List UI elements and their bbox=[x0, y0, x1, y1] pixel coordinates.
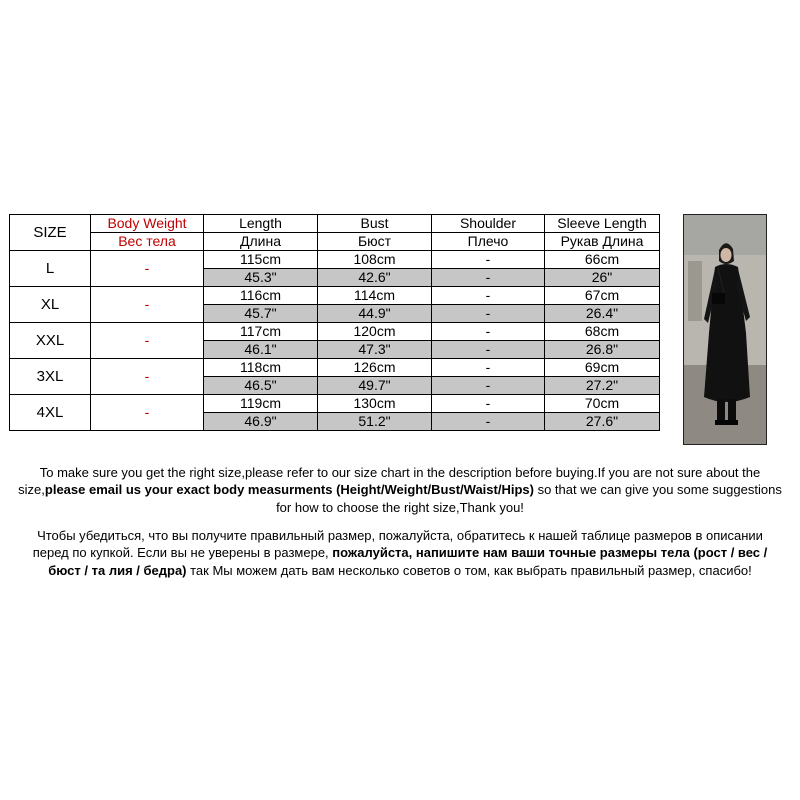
note-en-text-end: so that we can give you some suggestions for how to choose the right size,Thank you! bbox=[276, 482, 782, 515]
size-label: 3XL bbox=[10, 359, 91, 395]
length-inch-value: 46.9" bbox=[204, 413, 318, 431]
header-shoulder: Shoulder bbox=[432, 215, 545, 233]
length-cm-value: 117cm bbox=[204, 323, 318, 341]
bust-inch-value: 44.9" bbox=[318, 305, 432, 323]
bust-inch-value: 49.7" bbox=[318, 377, 432, 395]
bust-inch-value: 42.6" bbox=[318, 269, 432, 287]
header-sleeve-length-ru: Рукав Длина bbox=[545, 233, 660, 251]
note-ru-bold: пожалуйста, напишите нам ваши точные размеры тела (рост / вес / бюст / та лия / бедра) bbox=[48, 545, 768, 578]
size-row-cm bbox=[10, 287, 660, 305]
header-length: Length bbox=[204, 215, 318, 233]
body-weight-value: - bbox=[91, 287, 204, 323]
shoulder-cm-value: - bbox=[432, 287, 545, 305]
header-sleeve-length: Sleeve Length bbox=[545, 215, 660, 233]
note-ru-text: Чтобы убедиться, что вы получите правильный размер, пожалуйста, обратитесь к нашей таблице размеров в описании перед по купкой. Если вы не уверены в размере, bbox=[32, 528, 763, 561]
header-bust: Bust bbox=[318, 215, 432, 233]
bust-inch-value: 47.3" bbox=[318, 341, 432, 359]
note-en-text: To make sure you get the right size,please refer to our size chart in the description before buying.If you are not sure about the size, bbox=[18, 465, 761, 498]
sleeve-length-inch-value: 27.6" bbox=[545, 413, 660, 431]
bust-cm-value: 120cm bbox=[318, 323, 432, 341]
size-row-cm bbox=[10, 251, 660, 269]
sleeve-length-cm-value: 67cm bbox=[545, 287, 660, 305]
sleeve-length-inch-value: 26" bbox=[545, 269, 660, 287]
shoulder-inch-value: - bbox=[432, 305, 545, 323]
length-cm-value: 115cm bbox=[204, 251, 318, 269]
header-body-weight: Body Weight bbox=[91, 215, 204, 233]
sleeve-length-cm-value: 66cm bbox=[545, 251, 660, 269]
header-body-weight-ru: Вес тела bbox=[91, 233, 204, 251]
sizing-note-english bbox=[18, 464, 782, 516]
size-label: XL bbox=[10, 287, 91, 323]
shoulder-cm-value: - bbox=[432, 395, 545, 413]
shoulder-cm-value: - bbox=[432, 323, 545, 341]
note-en-bold: please email us your exact body measurments (Height/Weight/Bust/Waist/Hips) bbox=[44, 482, 534, 498]
sleeve-length-cm-value: 69cm bbox=[545, 359, 660, 377]
note-ru-text-end: так Мы можем дать вам несколько советов о том, как выбрать правильный размер, спасибо! bbox=[186, 562, 752, 578]
length-cm-value: 119cm bbox=[204, 395, 318, 413]
shoulder-cm-value: - bbox=[432, 251, 545, 269]
header-shoulder-ru: Плечо bbox=[432, 233, 545, 251]
sleeve-length-inch-value: 26.4" bbox=[545, 305, 660, 323]
length-inch-value: 46.1" bbox=[204, 341, 318, 359]
bust-inch-value: 51.2" bbox=[318, 413, 432, 431]
length-cm-value: 116cm bbox=[204, 287, 318, 305]
length-inch-value: 45.3" bbox=[204, 269, 318, 287]
body-weight-value: - bbox=[91, 395, 204, 431]
size-chart-table bbox=[9, 214, 660, 431]
shoulder-inch-value: - bbox=[432, 413, 545, 431]
size-row-cm bbox=[10, 395, 660, 413]
bust-cm-value: 126cm bbox=[318, 359, 432, 377]
bust-cm-value: 130cm bbox=[318, 395, 432, 413]
body-weight-value: - bbox=[91, 323, 204, 359]
length-inch-value: 46.5" bbox=[204, 377, 318, 395]
header-size: SIZE bbox=[10, 215, 91, 251]
sizing-note-russian bbox=[18, 527, 782, 579]
size-label: 4XL bbox=[10, 395, 91, 431]
size-label: XXL bbox=[10, 323, 91, 359]
size-label: L bbox=[10, 251, 91, 287]
header-row-ru bbox=[10, 233, 660, 251]
body-weight-value: - bbox=[91, 251, 204, 287]
header-row-en bbox=[10, 215, 660, 233]
size-row-cm bbox=[10, 323, 660, 341]
sleeve-length-cm-value: 70cm bbox=[545, 395, 660, 413]
sleeve-length-inch-value: 27.2" bbox=[545, 377, 660, 395]
body-weight-value: - bbox=[91, 359, 204, 395]
length-inch-value: 45.7" bbox=[204, 305, 318, 323]
model-photo-figure bbox=[684, 215, 766, 444]
length-cm-value: 118cm bbox=[204, 359, 318, 377]
shoulder-cm-value: - bbox=[432, 359, 545, 377]
sleeve-length-cm-value: 68cm bbox=[545, 323, 660, 341]
sleeve-length-inch-value: 26.8" bbox=[545, 341, 660, 359]
shoulder-inch-value: - bbox=[432, 377, 545, 395]
header-length-ru: Длина bbox=[204, 233, 318, 251]
header-bust-ru: Бюст bbox=[318, 233, 432, 251]
bust-cm-value: 114cm bbox=[318, 287, 432, 305]
shoulder-inch-value: - bbox=[432, 269, 545, 287]
model-photo bbox=[683, 214, 767, 445]
shoulder-inch-value: - bbox=[432, 341, 545, 359]
size-row-cm bbox=[10, 359, 660, 377]
bust-cm-value: 108cm bbox=[318, 251, 432, 269]
